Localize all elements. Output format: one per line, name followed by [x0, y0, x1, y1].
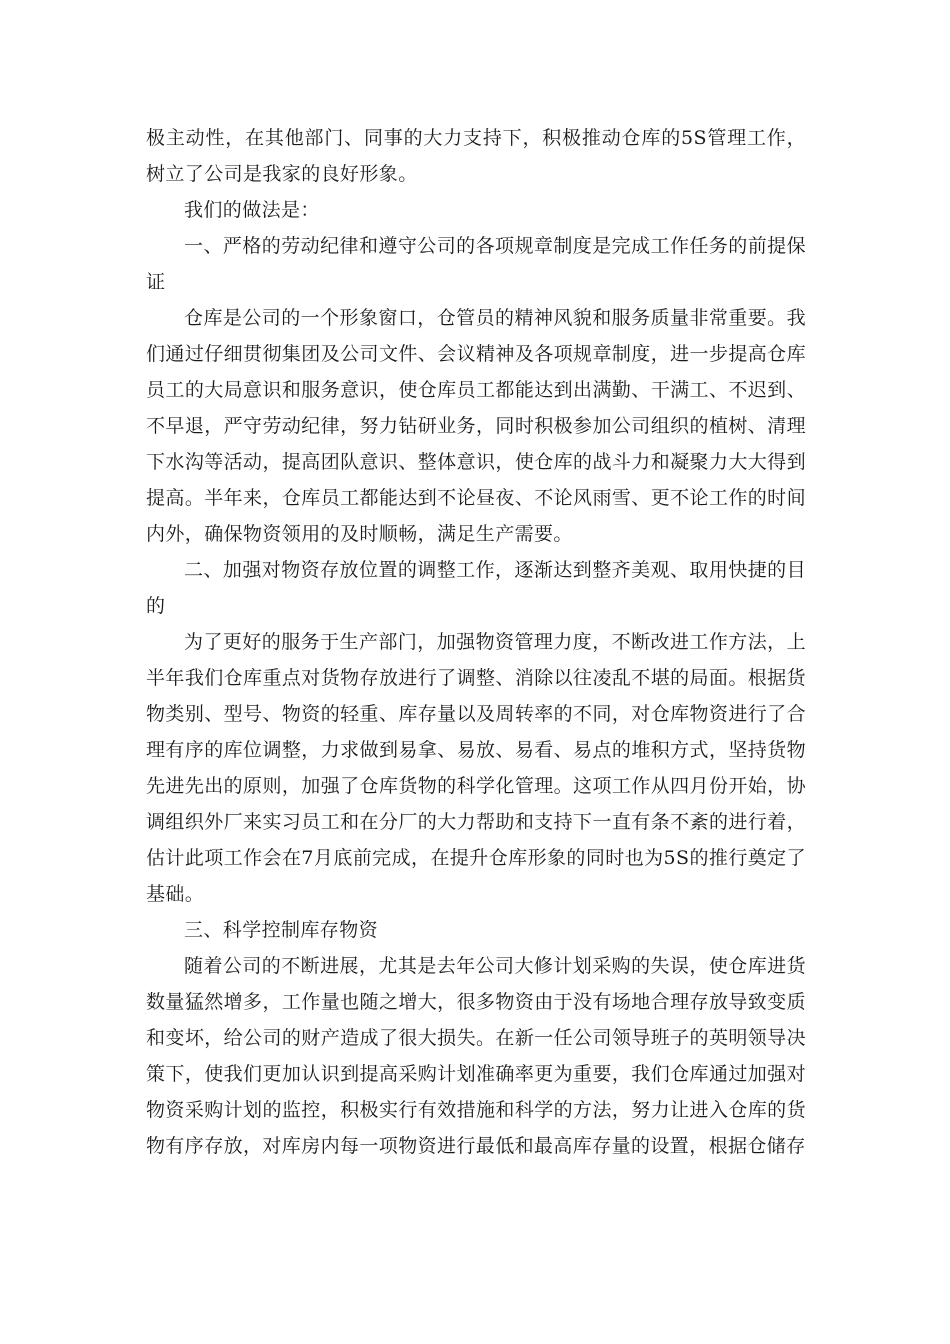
paragraph-section-3: 随着公司的不断进展，尤其是去年公司大修计划采购的失误，使仓库进货数量猛然增多，工作量也随之增大，很多物资由于没有场地合理存放导致变质和变坏，给公司的财产造成了很大损失。在新一任公司领导班子的英明领导决策下，使我们更加认识到提高采购计划准确率更为重要，我们仓库通过加强对物资采购计划的监控，积极实行有效措施和科学的方法，努力让进入仓库的货物有序存放，对库房内每一项物资进行最低和最高库存量的设置，根据仓储存 [146, 955, 806, 1157]
document-body [146, 120, 806, 1164]
paragraph-continued: 极主动性，在其他部门、同事的大力支持下，积极推动仓库的5S管理工作，树立了公司是我家的良好形象。 [146, 127, 806, 185]
section-heading-1: 一、严格的劳动纪律和遵守公司的各项规章制度是完成工作任务的前提保证 [146, 235, 806, 293]
section-heading-2: 二、加强对物资存放位置的调整工作，逐渐达到整齐美观、取用快捷的目的 [146, 559, 806, 617]
paragraph-intro: 我们的做法是： [184, 199, 320, 221]
section-heading-3: 三、科学控制库存物资 [184, 919, 379, 941]
paragraph-section-1: 仓库是公司的一个形象窗口，仓管员的精神风貌和服务质量非常重要。我们通过仔细贯彻集团及公司文件、会议精神及各项规章制度，进一步提高仓库员工的大局意识和服务意识，使仓库员工都能达到出满勤、干满工、不迟到、不早退，严守劳动纪律，努力钻研业务，同时积极参加公司组织的植树、清理下水沟等活动，提高团队意识、整体意识，使仓库的战斗力和凝聚力大大得到提高。半年来，仓库员工都能达到不论昼夜、不论风雨雪、更不论工作的时间内外，确保物资领用的及时顺畅，满足生产需要。 [146, 307, 806, 545]
paragraph-section-2: 为了更好的服务于生产部门，加强物资管理力度，不断改进工作方法，上半年我们仓库重点对货物存放进行了调整、消除以往凌乱不堪的局面。根据货物类别、型号、物资的轻重、库存量以及周转率的不同，对仓库物资进行了合理有序的库位调整，力求做到易拿、易放、易看、易点的堆积方式，坚持货物先进先出的原则，加强了仓库货物的科学化管理。这项工作从四月份开始，协调组织外厂来实习员工和在分厂的大力帮助和支持下一直有条不紊的进行着，估计此项工作会在7月底前完成，在提升仓库形象的同时也为5S的推行奠定了基础。 [146, 631, 806, 905]
